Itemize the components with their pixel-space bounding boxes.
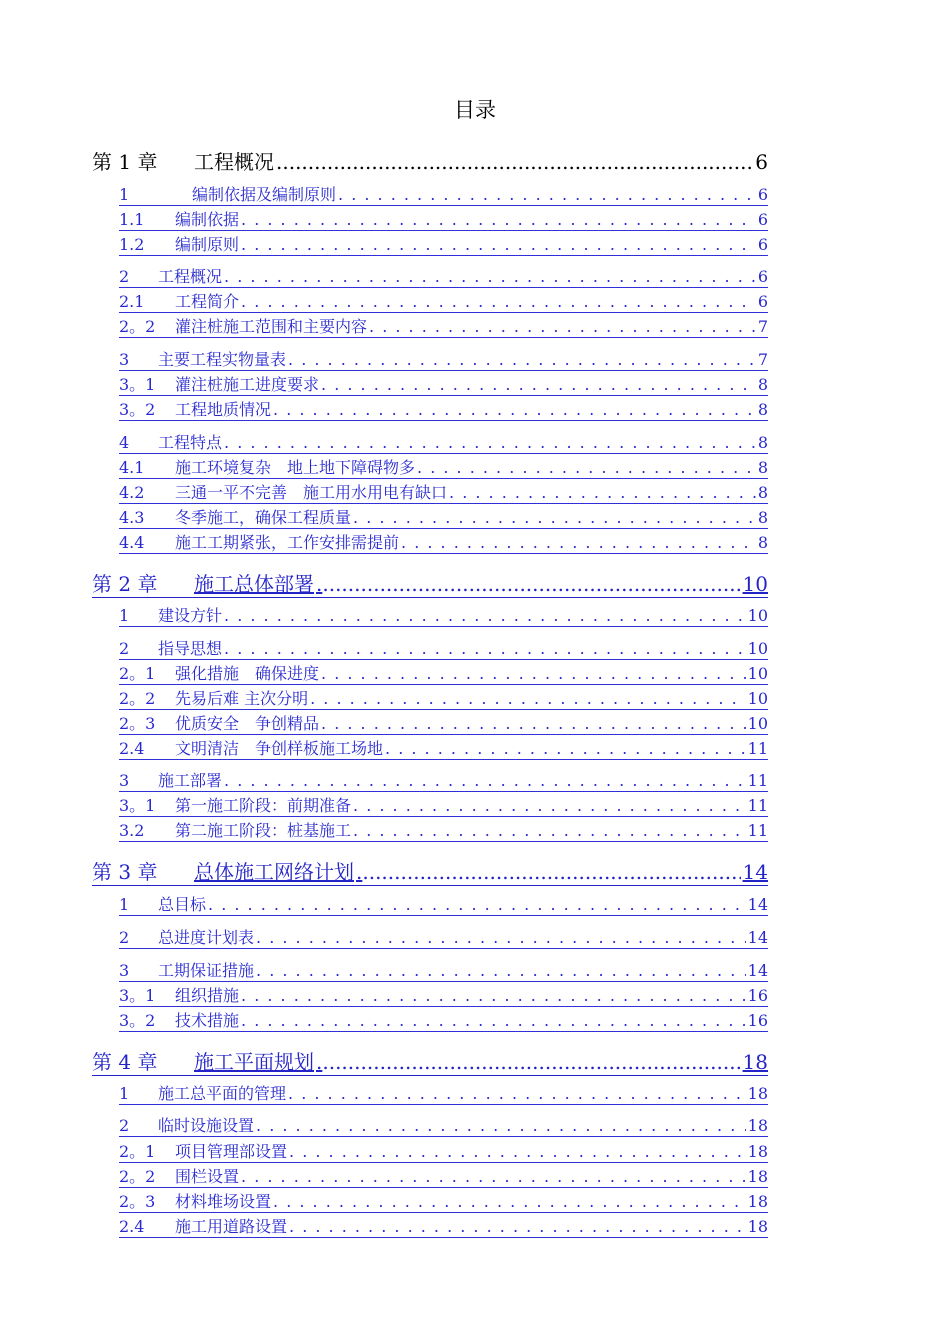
- toc-entry-number: 2。2: [119, 689, 156, 708]
- toc-page-number: 14: [747, 961, 768, 980]
- toc-entry-label: 围栏设置: [175, 1167, 240, 1186]
- toc-entry-number: 3.2: [119, 821, 145, 840]
- toc-page-number: 18: [742, 1050, 768, 1074]
- dot-leader: [316, 1048, 741, 1076]
- toc-entry-number: 2.4: [119, 739, 145, 758]
- toc-entry-number: 2。1: [119, 664, 156, 683]
- toc-page-number: 18: [747, 1116, 768, 1135]
- toc-chapter-entry[interactable]: [92, 570, 768, 598]
- dot-leader: [310, 688, 746, 710]
- toc-entry-number: 1.1: [119, 210, 145, 229]
- toc-section-entry[interactable]: [119, 927, 768, 949]
- dot-leader: [224, 770, 746, 792]
- toc-entry-label: 工期保证措施: [158, 961, 255, 980]
- toc-entry-number: 2: [119, 928, 130, 947]
- toc-section-entry[interactable]: [119, 1083, 768, 1105]
- toc-entry-number: 3。2: [119, 1011, 156, 1030]
- toc-page-number: 8: [757, 433, 768, 452]
- toc-entry-number: 1: [119, 895, 130, 914]
- toc-entry-label: 编制原则: [175, 235, 240, 254]
- toc-page-number: 18: [747, 1167, 768, 1186]
- toc-entry-number: 2。3: [119, 1192, 156, 1211]
- toc-page-number: 18: [747, 1192, 768, 1211]
- dot-leader: [241, 1166, 746, 1188]
- dot-leader: [289, 1216, 746, 1238]
- toc-entry-number: 第 4 章: [92, 1050, 158, 1074]
- toc-section-entry[interactable]: [119, 1216, 768, 1238]
- toc-section-entry[interactable]: [119, 1141, 768, 1163]
- dot-leader: [276, 148, 753, 176]
- toc-section-entry[interactable]: [119, 688, 768, 710]
- toc-section-entry[interactable]: [119, 894, 768, 916]
- toc-entry-number: 3。1: [119, 796, 156, 815]
- toc-section-entry[interactable]: [119, 234, 768, 256]
- dot-leader: [241, 209, 756, 231]
- toc-entry-label: 第二施工阶段：桩基施工: [175, 821, 352, 840]
- toc-entry-label: 编制依据及编制原则: [192, 185, 337, 204]
- dot-leader: [353, 820, 746, 842]
- toc-entry-label: 工程简介: [175, 292, 240, 311]
- toc-entry-number: 2: [119, 267, 130, 286]
- toc-entry-label: 建设方针: [158, 606, 223, 625]
- toc-entry-label: 工程概况: [194, 150, 274, 174]
- toc-title: 目录: [454, 98, 496, 122]
- toc-entry-label: 工程特点: [158, 433, 223, 452]
- toc-entry-label: 总目标: [158, 895, 207, 914]
- toc-entry-label: 项目管理部设置: [175, 1142, 288, 1161]
- dot-leader: [224, 605, 746, 627]
- dot-leader: [273, 399, 756, 421]
- toc-entry-label: 施工部署: [158, 771, 223, 790]
- toc-entry-number: 1: [119, 1084, 130, 1103]
- dot-leader: [288, 349, 756, 371]
- toc-section-entry[interactable]: [119, 482, 768, 504]
- dot-leader: [321, 374, 756, 396]
- dot-leader: [241, 1010, 746, 1032]
- toc-entry-label: 临时设施设置: [158, 1116, 255, 1135]
- toc-section-entry[interactable]: [119, 209, 768, 231]
- dot-leader: [273, 1191, 746, 1213]
- dot-leader: [353, 507, 756, 529]
- dot-leader: [241, 985, 746, 1007]
- dot-leader: [256, 1115, 746, 1137]
- toc-section-entry[interactable]: [119, 532, 768, 554]
- toc-entry-label: 冬季施工，确保工程质量: [175, 508, 352, 527]
- dot-leader: [369, 316, 756, 338]
- toc-page-number: 16: [747, 986, 768, 1005]
- toc-entry-label: 主要工程实物量表: [158, 350, 287, 369]
- dot-leader: [338, 184, 756, 206]
- dot-leader: [224, 266, 756, 288]
- toc-section-entry[interactable]: [119, 738, 768, 760]
- toc-section-entry[interactable]: [119, 432, 768, 454]
- toc-entry-number: 4.2: [119, 483, 145, 502]
- dot-leader: [385, 738, 746, 760]
- toc-entry-number: 2。2: [119, 317, 156, 336]
- toc-section-entry[interactable]: [119, 1115, 768, 1137]
- toc-entry-number: 3: [119, 771, 130, 790]
- toc-page-number: 7: [757, 350, 768, 369]
- toc-entry-number: 1: [119, 185, 130, 204]
- toc-entry-number: 2。3: [119, 714, 156, 733]
- toc-page-number: 10: [747, 714, 768, 733]
- toc-entry-number: 2.1: [119, 292, 145, 311]
- toc-entry-label: 总体施工网络计划: [194, 860, 354, 884]
- dot-leader: [241, 291, 756, 313]
- toc-entry-number: 4.4: [119, 533, 145, 552]
- toc-entry-number: 第 2 章: [92, 572, 158, 596]
- toc-section-entry[interactable]: [119, 795, 768, 817]
- toc-entry-label: 总进度计划表: [158, 928, 255, 947]
- toc-entry-number: 1.2: [119, 235, 145, 254]
- toc-entry-label: 强化措施 确保进度: [175, 664, 320, 683]
- dot-leader: [321, 713, 746, 735]
- toc-entry-label: 工程地质情况: [175, 400, 272, 419]
- toc-page-number: 6: [757, 185, 768, 204]
- toc-page-number: 10: [747, 606, 768, 625]
- toc-entry-number: 4: [119, 433, 130, 452]
- toc-section-entry[interactable]: [119, 1191, 768, 1213]
- toc-entry-label: 三通一平不完善 施工用水用电有缺口: [175, 483, 448, 502]
- toc-page-number: 18: [747, 1084, 768, 1103]
- toc-entry-number: 4.1: [119, 458, 145, 477]
- toc-section-entry[interactable]: [119, 605, 768, 627]
- toc-page-number: 10: [747, 639, 768, 658]
- toc-entry-number: 3: [119, 961, 130, 980]
- toc-entry-number: 4.3: [119, 508, 145, 527]
- toc-entry-number: 2: [119, 1116, 130, 1135]
- toc-entry-label: 文明清洁 争创样板施工场地: [175, 739, 384, 758]
- toc-entry-number: 1: [119, 606, 130, 625]
- toc-page-number: 8: [757, 483, 768, 502]
- toc-page-number: 8: [757, 533, 768, 552]
- toc-page-number: 6: [757, 267, 768, 286]
- toc-entry-label: 编制依据: [175, 210, 240, 229]
- toc-page-number: 7: [757, 317, 768, 336]
- toc-page-number: 8: [757, 458, 768, 477]
- toc-page-number: 14: [742, 860, 768, 884]
- toc-section-entry[interactable]: [119, 1166, 768, 1188]
- toc-page-number: 10: [747, 689, 768, 708]
- toc-page-number: 10: [747, 664, 768, 683]
- toc-entry-label: 灌注桩施工范围和主要内容: [175, 317, 368, 336]
- toc-section-entry[interactable]: [119, 399, 768, 421]
- dot-leader: [241, 234, 756, 256]
- toc-section-entry[interactable]: [119, 985, 768, 1007]
- toc-section-entry[interactable]: [119, 770, 768, 792]
- dot-leader: [353, 795, 746, 817]
- toc-section-entry[interactable]: [119, 820, 768, 842]
- toc-section-entry[interactable]: [119, 960, 768, 982]
- toc-page-number: 11: [747, 821, 768, 840]
- dot-leader: [288, 1083, 746, 1105]
- dot-leader: [449, 482, 756, 504]
- toc-entry-number: 3。2: [119, 400, 156, 419]
- dot-leader: [289, 1141, 746, 1163]
- toc-entry-label: 材料堆场设置: [175, 1192, 272, 1211]
- toc-section-entry[interactable]: [119, 291, 768, 313]
- toc-entry-number: 3。1: [119, 375, 156, 394]
- toc-section-entry[interactable]: [119, 1010, 768, 1032]
- toc-entry-label: 施工用道路设置: [175, 1217, 288, 1236]
- toc-section-entry[interactable]: [119, 349, 768, 371]
- toc-entry-label: 先易后难 主次分明: [175, 689, 309, 708]
- toc-entry-label: 施工环境复杂 地上地下障碍物多: [175, 458, 416, 477]
- toc-page-number: 10: [742, 572, 768, 596]
- toc-chapter-entry[interactable]: [92, 858, 768, 886]
- toc-entry-number: 3。1: [119, 986, 156, 1005]
- toc-page-number: 14: [747, 895, 768, 914]
- toc-page-number: 6: [755, 150, 768, 174]
- toc-entry-label: 工程概况: [158, 267, 223, 286]
- toc-entry-label: 灌注桩施工进度要求: [175, 375, 320, 394]
- toc-page-number: 6: [757, 292, 768, 311]
- dot-leader: [417, 457, 756, 479]
- toc-page-number: 18: [747, 1142, 768, 1161]
- toc-page-number: 18: [747, 1217, 768, 1236]
- dot-leader: [256, 927, 746, 949]
- toc-entry-number: 3: [119, 350, 130, 369]
- toc-entry-label: 组织措施: [175, 986, 240, 1005]
- dot-leader: [224, 432, 756, 454]
- toc-section-entry[interactable]: [119, 713, 768, 735]
- toc-page-number: 6: [757, 210, 768, 229]
- toc-page-number: 8: [757, 400, 768, 419]
- dot-leader: [256, 960, 746, 982]
- toc-entry-label: 第一施工阶段：前期准备: [175, 796, 352, 815]
- toc-entry-label: 施工平面规划: [194, 1050, 314, 1074]
- toc-section-entry[interactable]: [119, 457, 768, 479]
- toc-entry-number: 第 3 章: [92, 860, 158, 884]
- dot-leader: [356, 858, 741, 886]
- toc-entry-number: 2。1: [119, 1142, 156, 1161]
- toc-page-number: 6: [757, 235, 768, 254]
- toc-section-entry[interactable]: [119, 316, 768, 338]
- toc-section-entry[interactable]: [119, 374, 768, 396]
- toc-entry-number: 2: [119, 639, 130, 658]
- toc-entry-number: 第 1 章: [92, 150, 158, 174]
- toc-section-entry[interactable]: [119, 663, 768, 685]
- toc-entry-label: 施工工期紧张，工作安排需提前: [175, 533, 400, 552]
- toc-section-entry[interactable]: [119, 638, 768, 660]
- toc-section-entry[interactable]: [119, 266, 768, 288]
- toc-page-number: 11: [747, 739, 768, 758]
- dot-leader: [401, 532, 756, 554]
- toc-page-number: 11: [747, 771, 768, 790]
- dot-leader: [321, 663, 746, 685]
- toc-entry-label: 施工总平面的管理: [158, 1084, 287, 1103]
- toc-entry-label: 施工总体部署: [194, 572, 314, 596]
- toc-page-number: 11: [747, 796, 768, 815]
- toc-entry-number: 2.4: [119, 1217, 145, 1236]
- toc-entry-label: 优质安全 争创精品: [175, 714, 320, 733]
- toc-section-entry[interactable]: [119, 507, 768, 529]
- toc-section-entry[interactable]: [119, 184, 768, 206]
- toc-chapter-entry[interactable]: [92, 1048, 768, 1076]
- dot-leader: [316, 570, 741, 598]
- toc-page-number: 14: [747, 928, 768, 947]
- dot-leader: [208, 894, 746, 916]
- toc-chapter-entry[interactable]: [92, 148, 768, 176]
- dot-leader: [224, 638, 746, 660]
- toc-entry-number: 2。2: [119, 1167, 156, 1186]
- toc-page-number: 16: [747, 1011, 768, 1030]
- toc-entry-label: 指导思想: [158, 639, 223, 658]
- toc-page-number: 8: [757, 375, 768, 394]
- toc-page-number: 8: [757, 508, 768, 527]
- toc-entry-label: 技术措施: [175, 1011, 240, 1030]
